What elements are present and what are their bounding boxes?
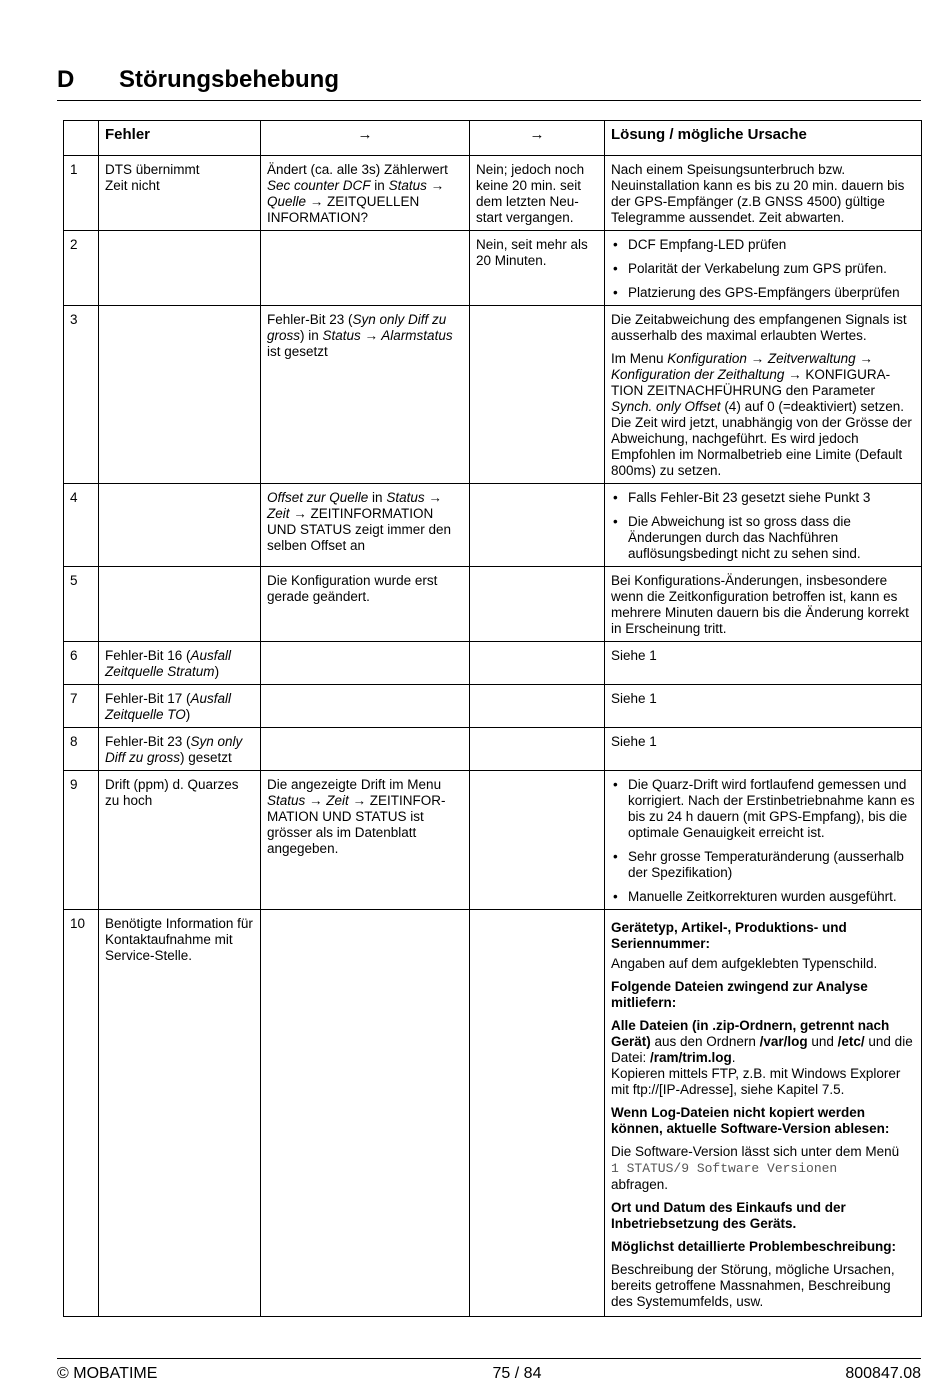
list-item: • Manuelle Zeitkorrekturen wurden ausgeführt. <box>611 889 915 905</box>
section-heading <box>57 66 921 101</box>
text: in <box>368 490 387 505</box>
table-row <box>64 910 922 1317</box>
row-loesung <box>605 771 922 910</box>
row-loesung: Siehe 1 <box>605 642 922 685</box>
row-check <box>261 484 470 567</box>
row-answer <box>470 771 605 910</box>
text-italic: Status → Alarmstatus <box>322 328 453 343</box>
section-letter: D <box>57 66 75 93</box>
row-loesung <box>605 306 922 484</box>
row-number: 7 <box>64 685 99 728</box>
text: → ZEITINFOR-MATION UND STATUS ist grösser als im Datenblatt angegeben. <box>267 793 446 856</box>
row-fehler <box>99 306 261 484</box>
bullet-list <box>611 777 915 905</box>
row-check <box>261 771 470 910</box>
row-loesung: Siehe 1 <box>605 728 922 771</box>
text: ) gesetzt <box>180 750 232 765</box>
row-answer <box>470 567 605 642</box>
row-answer: Nein; jedoch noch keine 20 min. seit dem letzten Neu-start vergangen. <box>470 156 605 231</box>
text-italic: Status → Zeit <box>267 490 442 521</box>
row-fehler: Drift (ppm) d. Quarzes zu hoch <box>99 771 261 910</box>
text: → ZEITQUELLEN INFORMATION? <box>267 194 420 225</box>
text-bold: Alle Dateien (in .zip-Ordnern, getrennt nach Gerät) <box>611 1018 890 1049</box>
table-header-row <box>64 121 922 156</box>
paragraph: Beschreibung der Störung, mögliche Ursachen, bereits getroffene Massnahmen, Beschreibung des Systemumfelds, usw. <box>611 1262 895 1309</box>
table-row <box>64 567 922 642</box>
paragraph <box>611 1018 915 1098</box>
row-check <box>261 306 470 484</box>
row-answer <box>470 642 605 685</box>
table-row <box>64 156 922 231</box>
row-answer <box>470 728 605 771</box>
row-number: 2 <box>64 231 99 306</box>
row-loesung <box>605 231 922 306</box>
list-item: • Die Quarz-Drift wird fortlaufend gemessen und korrigiert. Nach der Erstinbetriebnahme kann es bis zu 24 h dauern (mit GPS-Empfang), bis die optimale Genauigkeit erreicht ist. <box>611 777 915 841</box>
text: Fehler-Bit 23 ( <box>105 734 191 749</box>
page-footer <box>57 1358 921 1383</box>
row-check <box>261 685 470 728</box>
text: und <box>807 1034 838 1049</box>
troubleshooting-table <box>63 120 922 1317</box>
table-row <box>64 685 922 728</box>
list-item: • Polarität der Verkabelung zum GPS prüfen. <box>611 261 915 277</box>
row-loesung: Nach einem Speisungsunterbruch bzw. Neuinstallation kann es bis zu 20 min. dauern bis der GPS-Empfänger (z.B GNSS 4500) gültige Telegramme aussendet. Zeit abwarten. <box>605 156 922 231</box>
path-text: /ram/trim.log <box>650 1050 732 1065</box>
text: Die Software-Version lässt sich unter dem Menü <box>611 1144 900 1159</box>
paragraph: Angaben auf dem aufgeklebten Typenschild. <box>611 956 878 971</box>
row-fehler <box>99 685 261 728</box>
text: (4) auf 0 (=deaktiviert) setzen. Die Zeit wird jetzt, unabhängig von der Grösse der Abweichung, nachgeführt. Es wird jedoch Empfohlen im Normalbetrieb eine Limite (Default 800ms) zu setzen. <box>611 399 912 478</box>
row-check <box>261 642 470 685</box>
row-loesung <box>605 910 922 1317</box>
row-fehler <box>99 728 261 771</box>
row-number: 9 <box>64 771 99 910</box>
path-text: /var/log <box>759 1034 808 1049</box>
row-number: 3 <box>64 306 99 484</box>
text-italic: Syn only Diff zu gross <box>105 734 243 765</box>
text-italic: Offset zur Quelle <box>267 490 369 505</box>
text: abfragen. <box>611 1177 669 1192</box>
row-loesung <box>605 484 922 567</box>
paragraph <box>611 1144 915 1193</box>
text: aus den Ordnern <box>650 1034 760 1049</box>
row-fehler <box>99 567 261 642</box>
row-fehler: Benötigte Information für Kontaktaufnahme mit Service-Stelle. <box>99 910 261 1317</box>
row-check <box>261 156 470 231</box>
bullet-list <box>611 490 915 562</box>
header-fehler: Fehler <box>99 121 261 156</box>
row-fehler <box>99 642 261 685</box>
text: ) <box>185 707 191 722</box>
text: Fehler-Bit 16 ( <box>105 648 191 663</box>
text: . <box>731 1050 736 1065</box>
text-italic: Status → Zeit <box>267 793 349 808</box>
text: Fehler-Bit 17 ( <box>105 691 191 706</box>
row-check <box>261 728 470 771</box>
text: Die angezeigte Drift im Menu <box>267 777 442 792</box>
text-italic: Ausfall Zeitquelle TO <box>105 691 232 722</box>
row-answer <box>470 685 605 728</box>
row-answer: Nein, seit mehr als 20 Minuten. <box>470 231 605 306</box>
row-number: 10 <box>64 910 99 1317</box>
subheading: Gerätetyp, Artikel-, Produktions- und Seriennummer: <box>611 920 847 951</box>
row-fehler <box>99 231 261 306</box>
path-text: /etc/ <box>837 1034 865 1049</box>
text: Kopieren mittels FTP, z.B. mit Windows Explorer mit ftp://[IP-Adresse], siehe Kapitel 7.5. <box>611 1066 901 1097</box>
row-check <box>261 910 470 1317</box>
table-row <box>64 771 922 910</box>
table-row <box>64 642 922 685</box>
table-row <box>64 231 922 306</box>
row-answer <box>470 484 605 567</box>
row-answer <box>470 910 605 1317</box>
text: Im Menu <box>611 351 668 366</box>
text: ist gesetzt <box>267 344 328 359</box>
footer-copyright: © MOBATIME <box>57 1365 158 1382</box>
list-item: • Platzierung des GPS-Empfängers überprüfen <box>611 285 915 301</box>
text-italic: Syn only Diff zu gross <box>267 312 447 343</box>
text: und die Datei: <box>611 1034 913 1065</box>
footer-doc-number: 800847.08 <box>845 1365 921 1382</box>
list-item: • DCF Empfang-LED prüfen <box>611 237 915 253</box>
row-number: 1 <box>64 156 99 231</box>
header-arrow-check: → <box>261 121 470 156</box>
text: in <box>370 178 389 193</box>
text: → ZEITINFORMATION UND STATUS zeigt immer den selben Offset an <box>267 506 452 553</box>
row-number: 5 <box>64 567 99 642</box>
header-arrow-answer: → <box>470 121 605 156</box>
table-row <box>64 484 922 567</box>
row-number: 6 <box>64 642 99 685</box>
text-italic: Status → Quelle <box>267 178 445 209</box>
row-answer <box>470 306 605 484</box>
list-item: • Falls Fehler-Bit 23 gesetzt siehe Punkt 3 <box>611 490 915 506</box>
list-item: • Die Abweichung ist so gross dass die Änderungen durch das Nachführen auflösungsbedingt nicht zu sehen sind. <box>611 514 915 562</box>
subheading: Folgende Dateien zwingend zur Analyse mitliefern: <box>611 979 868 1010</box>
paragraph <box>611 351 915 479</box>
text: ) in <box>300 328 323 343</box>
subheading: Möglichst detaillierte Problembeschreibung: <box>611 1239 897 1254</box>
row-number: 4 <box>64 484 99 567</box>
header-number <box>64 121 99 156</box>
section-title: Störungsbehebung <box>119 66 339 93</box>
text: Fehler-Bit 23 ( <box>267 312 353 327</box>
row-check <box>261 231 470 306</box>
text-italic: Konfiguration → Zeitverwaltung → Konfiguration der Zeithaltung <box>611 351 873 382</box>
text: Ändert (ca. alle 3s) Zählerwert <box>267 162 448 177</box>
text-italic: Ausfall Zeitquelle Stratum <box>105 648 232 679</box>
row-fehler <box>99 484 261 567</box>
text-italic: Synch. only Offset <box>611 399 721 414</box>
text: ) <box>214 664 220 679</box>
table-row <box>64 728 922 771</box>
row-fehler: DTS übernimmt Zeit nicht <box>99 156 261 231</box>
bullet-list <box>611 237 915 301</box>
row-loesung: Siehe 1 <box>605 685 922 728</box>
row-loesung: Bei Konfigurations-Änderungen, insbesondere wenn die Zeitkonfiguration betroffen ist, kann es mehrere Minuten dauern bis die Änderung korrekt in Erscheinung tritt. <box>605 567 922 642</box>
subheading: Wenn Log-Dateien nicht kopiert werden können, aktuelle Software-Version ablesen: <box>611 1105 890 1136</box>
row-number: 8 <box>64 728 99 771</box>
table-row <box>64 306 922 484</box>
header-loesung: Lösung / mögliche Ursache <box>605 121 922 156</box>
paragraph: Die Zeitabweichung des empfangenen Signals ist ausserhalb des maximal erlaubten Wertes. <box>611 312 907 343</box>
footer-page-number: 75 / 84 <box>492 1365 542 1382</box>
subheading: Ort und Datum des Einkaufs und der Inbetriebsetzung des Geräts. <box>611 1200 846 1231</box>
row-check: Die Konfiguration wurde erst gerade geändert. <box>261 567 470 642</box>
menu-path-mono: 1 STATUS/9 Software Versionen <box>611 1161 838 1176</box>
list-item: • Sehr grosse Temperaturänderung (ausserhalb der Spezifikation) <box>611 849 915 881</box>
text: → KONFIGURA-TION ZEITNACHFÜHRUNG den Parameter <box>611 367 891 398</box>
text-italic: Sec counter DCF <box>267 178 371 193</box>
